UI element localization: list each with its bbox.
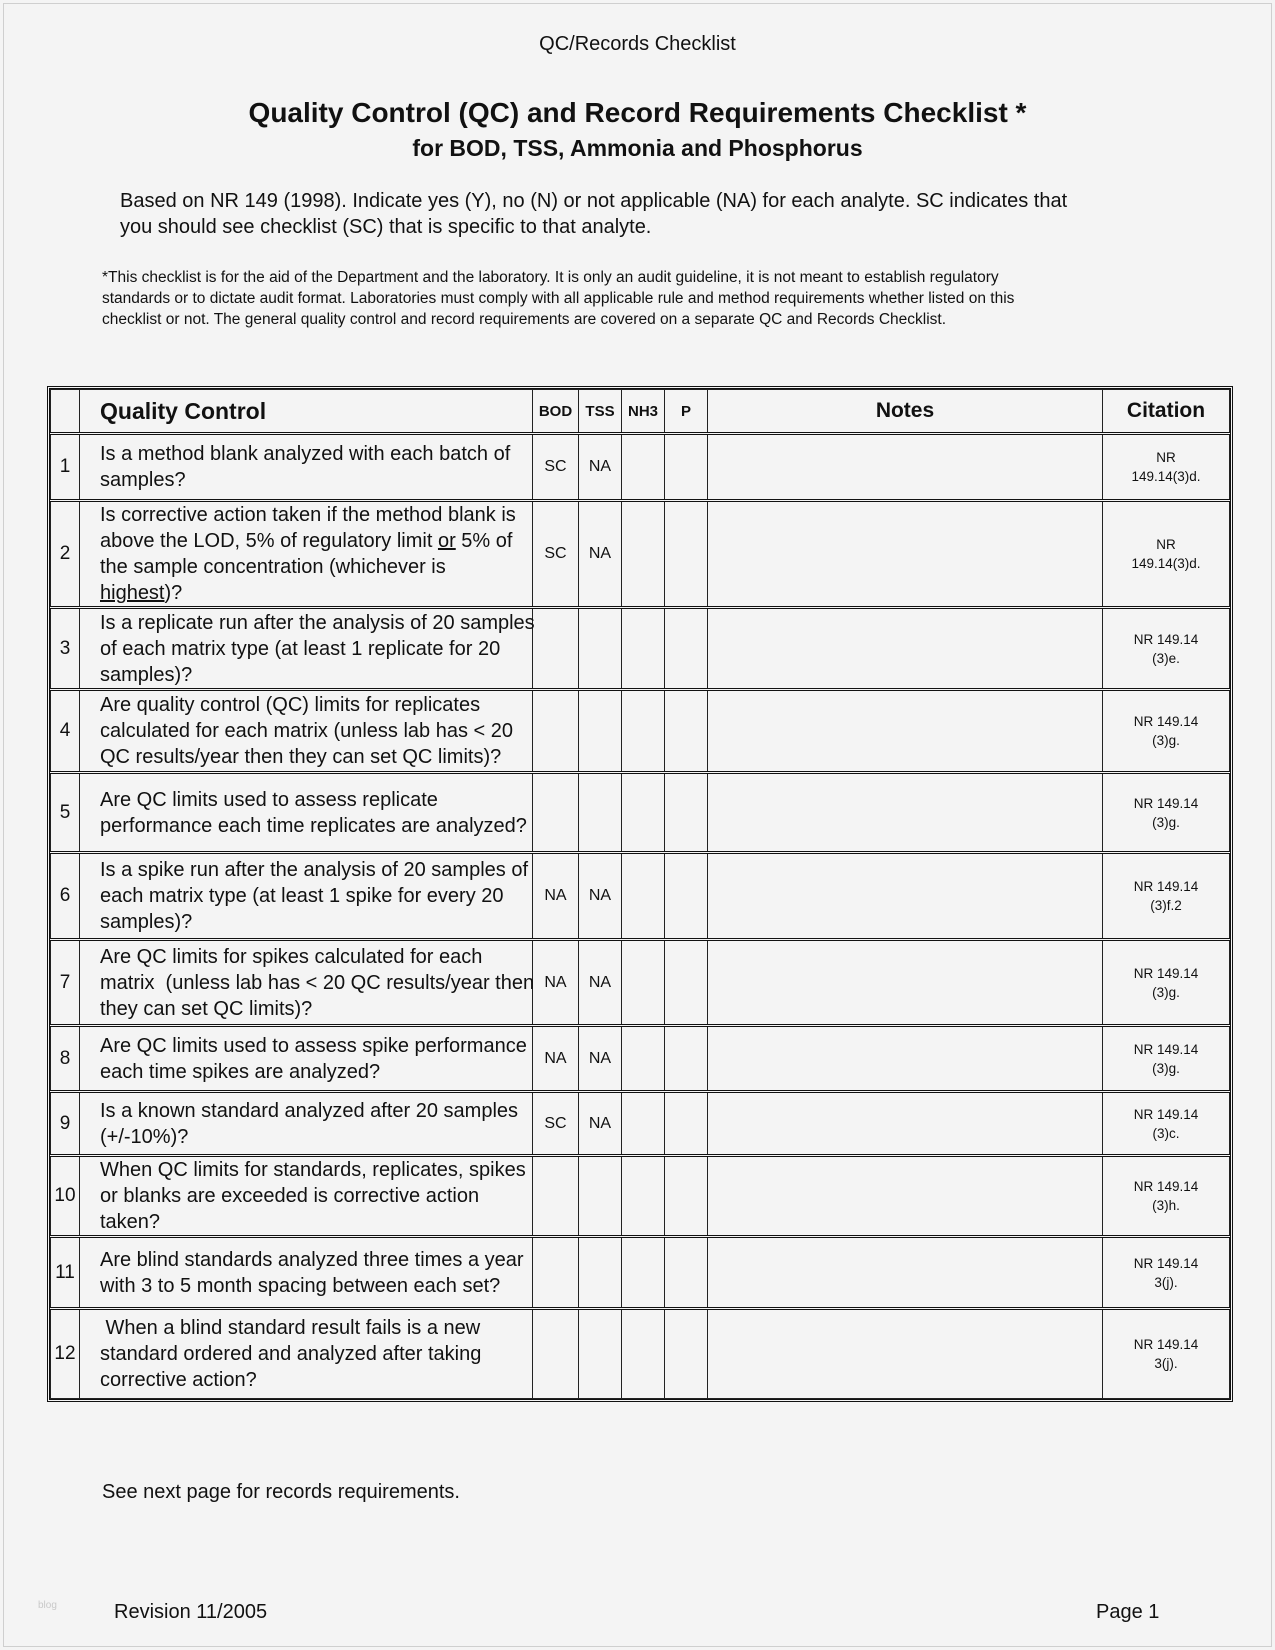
bod-cell[interactable]: NA xyxy=(533,940,579,1026)
tss-cell[interactable] xyxy=(579,773,622,853)
table-row xyxy=(51,1237,1230,1309)
notes-cell[interactable] xyxy=(708,940,1103,1026)
tss-cell[interactable] xyxy=(579,1237,622,1309)
table-header-row xyxy=(51,390,1230,434)
nh3-cell[interactable] xyxy=(622,1156,665,1237)
question-line: of each matrix type (at least 1 replicate for 20 xyxy=(100,637,501,660)
tss-cell[interactable]: NA xyxy=(579,1026,622,1092)
question-text xyxy=(80,1237,533,1309)
citation-line: NR 149.14 xyxy=(1133,714,1199,729)
citation-cell xyxy=(1103,608,1230,690)
citation-line: 3(j). xyxy=(1154,1356,1178,1371)
bod-cell[interactable]: NA xyxy=(533,853,579,940)
intro-paragraph xyxy=(120,188,1150,240)
tss-cell[interactable] xyxy=(579,608,622,690)
citation-line: NR 149.14 xyxy=(1133,631,1199,647)
question-line: Are blind standards analyzed three times a year xyxy=(100,1248,524,1271)
nh3-cell[interactable] xyxy=(622,1309,665,1399)
p-cell[interactable] xyxy=(665,940,708,1026)
disclaimer-line-3: checklist or not. The general quality control and record requirements are covered on a separate QC and Records Checklist. xyxy=(102,311,947,328)
notes-cell[interactable] xyxy=(708,1092,1103,1156)
bod-cell[interactable]: NA xyxy=(533,1026,579,1092)
tss-cell[interactable] xyxy=(579,1156,622,1237)
question-text xyxy=(80,501,533,608)
bod-cell[interactable]: SC xyxy=(533,1092,579,1156)
question-line: Are QC limits used to assess spike performance xyxy=(100,1034,527,1057)
citation-line: 149.14(3)d. xyxy=(1131,469,1201,484)
question-line: Are quality control (QC) limits for replicates xyxy=(100,694,481,716)
header-tss: TSS xyxy=(579,390,622,434)
question-line: calculated for each matrix (unless lab has < 20 xyxy=(100,720,513,742)
citation-line: NR 149.14 xyxy=(1133,1337,1199,1352)
table-row xyxy=(51,773,1230,853)
question-line: When a blind standard result fails is a new xyxy=(100,1317,481,1339)
revision-label: Revision 11/2005 xyxy=(114,1601,268,1623)
row-number: 3 xyxy=(51,608,80,690)
citation-line: (3)e. xyxy=(1152,650,1180,666)
question-line: samples? xyxy=(100,469,186,491)
table-row xyxy=(51,1092,1230,1156)
question-line: QC results/year then they can set QC limits)? xyxy=(100,746,502,768)
row-number: 6 xyxy=(51,853,80,940)
table-row xyxy=(51,1156,1230,1237)
tss-cell[interactable]: NA xyxy=(579,434,622,501)
bod-cell[interactable]: SC xyxy=(533,501,579,608)
table-row xyxy=(51,1026,1230,1092)
citation-cell xyxy=(1103,690,1230,773)
citation-cell xyxy=(1103,853,1230,940)
table-row xyxy=(51,1309,1230,1399)
nh3-cell[interactable] xyxy=(622,773,665,853)
citation-line: 3(j). xyxy=(1154,1274,1178,1290)
row-number: 9 xyxy=(51,1092,80,1156)
page-number: Page 1 xyxy=(1096,1601,1160,1623)
citation-line: NR xyxy=(1156,450,1176,465)
question-fragment: 5% of xyxy=(455,530,513,552)
question-line: with 3 to 5 month spacing between each set? xyxy=(100,1274,501,1297)
nh3-cell[interactable] xyxy=(622,434,665,501)
bod-cell[interactable] xyxy=(533,1156,579,1237)
header-bod: BOD xyxy=(533,390,579,434)
question-line: Is a replicate run after the analysis of 20 samples xyxy=(100,611,535,634)
question-line: performance each time replicates are analyzed? xyxy=(100,814,527,837)
bod-cell[interactable] xyxy=(533,1237,579,1309)
p-cell[interactable] xyxy=(665,690,708,773)
question-line: Is corrective action taken if the method blank is xyxy=(100,504,516,526)
nh3-cell[interactable] xyxy=(622,1026,665,1092)
question-text xyxy=(80,773,533,853)
citation-cell xyxy=(1103,1026,1230,1092)
tss-cell[interactable]: NA xyxy=(579,940,622,1026)
next-page-note: See next page for records requirements. xyxy=(102,1481,460,1503)
disclaimer-line-1: *This checklist is for the aid of the Department and the laboratory. It is only an audit guideline, it is not meant to establish regulatory xyxy=(102,269,999,286)
tss-cell[interactable] xyxy=(579,1309,622,1399)
bod-cell[interactable]: SC xyxy=(533,434,579,501)
question-text xyxy=(80,853,533,940)
question-line: Is a known standard analyzed after 20 samples xyxy=(100,1099,519,1122)
question-line: When QC limits for standards, replicates, spikes xyxy=(100,1159,526,1181)
question-line xyxy=(100,554,528,606)
question-line: taken? xyxy=(100,1211,161,1233)
p-cell[interactable] xyxy=(665,434,708,501)
table-row xyxy=(51,608,1230,690)
citation-line: (3)h. xyxy=(1152,1198,1180,1213)
citation-line: NR 149.14 xyxy=(1133,795,1199,811)
question-text xyxy=(80,434,533,501)
qc-checklist-table xyxy=(47,386,1233,1402)
nh3-cell[interactable] xyxy=(622,608,665,690)
citation-line: NR 149.14 xyxy=(1133,1041,1199,1057)
bod-cell[interactable] xyxy=(533,608,579,690)
nh3-cell[interactable] xyxy=(622,690,665,773)
question-line: each time spikes are analyzed? xyxy=(100,1060,381,1083)
citation-line: (3)c. xyxy=(1152,1125,1180,1141)
question-text xyxy=(80,608,533,690)
citation-cell xyxy=(1103,1092,1230,1156)
nh3-cell[interactable] xyxy=(622,1237,665,1309)
row-number: 2 xyxy=(51,501,80,608)
question-text xyxy=(80,690,533,773)
question-line: samples)? xyxy=(100,911,193,933)
p-cell[interactable] xyxy=(665,853,708,940)
page-subtitle: for BOD, TSS, Ammonia and Phosphorus xyxy=(412,135,863,161)
bod-cell[interactable] xyxy=(533,773,579,853)
notes-cell[interactable] xyxy=(708,608,1103,690)
header-quality-control: Quality Control xyxy=(80,390,533,434)
watermark-text: blog xyxy=(38,1600,57,1611)
p-cell[interactable] xyxy=(665,1309,708,1399)
p-cell[interactable] xyxy=(665,1092,708,1156)
p-cell[interactable] xyxy=(665,1237,708,1309)
citation-line: (3)g. xyxy=(1152,984,1180,1000)
question-line: Is a method blank analyzed with each batch of xyxy=(100,443,511,465)
citation-line: NR 149.14 xyxy=(1133,1106,1199,1122)
citation-line: NR 149.14 xyxy=(1133,1255,1199,1271)
header-p: P xyxy=(665,390,708,434)
question-line: samples)? xyxy=(100,663,193,686)
header-num xyxy=(51,390,80,434)
question-text xyxy=(80,1092,533,1156)
tss-cell[interactable]: NA xyxy=(579,501,622,608)
bod-cell[interactable] xyxy=(533,1309,579,1399)
page-title: Quality Control (QC) and Record Requirements Checklist * xyxy=(248,97,1027,128)
bod-cell[interactable] xyxy=(533,690,579,773)
question-line: matrix (unless lab has < 20 QC results/year then xyxy=(100,971,535,994)
question-line: Are QC limits for spikes calculated for each xyxy=(100,945,483,968)
p-cell[interactable] xyxy=(665,608,708,690)
question-line: Is a spike run after the analysis of 20 samples of xyxy=(100,859,528,881)
nh3-cell[interactable] xyxy=(622,501,665,608)
tss-cell[interactable]: NA xyxy=(579,853,622,940)
disclaimer-paragraph xyxy=(102,267,1132,330)
notes-cell[interactable] xyxy=(708,1237,1103,1309)
row-number: 4 xyxy=(51,690,80,773)
row-number: 10 xyxy=(51,1156,80,1237)
question-line: or blanks are exceeded is corrective action xyxy=(100,1185,480,1207)
notes-cell[interactable] xyxy=(708,1309,1103,1399)
citation-line: NR 149.14 xyxy=(1133,1179,1199,1194)
citation-line: (3)g. xyxy=(1152,733,1180,748)
question-line: Are QC limits used to assess replicate xyxy=(100,788,438,811)
disclaimer-line-2: standards or to dictate audit format. Laboratories must comply with all applicable rule and method requirements whether listed on this xyxy=(102,290,1015,307)
question-line: (+/-10%)? xyxy=(100,1125,189,1148)
question-line: corrective action? xyxy=(100,1369,257,1391)
citation-cell xyxy=(1103,1309,1230,1399)
question-fragment: the sample concentration (whichever is xyxy=(100,556,446,578)
question-fragment: above the LOD, 5% of regulatory limit xyxy=(100,530,438,552)
citation-line: 149.14(3)d. xyxy=(1131,556,1201,571)
table-row xyxy=(51,690,1230,773)
nh3-cell[interactable] xyxy=(622,853,665,940)
citation-cell xyxy=(1103,1237,1230,1309)
row-number: 11 xyxy=(51,1237,80,1309)
citation-cell xyxy=(1103,501,1230,608)
citation-cell xyxy=(1103,434,1230,501)
notes-cell[interactable] xyxy=(708,1026,1103,1092)
question-line: standard ordered and analyzed after taking xyxy=(100,1343,482,1365)
row-number: 1 xyxy=(51,434,80,501)
intro-line-2: you should see checklist (SC) that is specific to that analyte. xyxy=(120,216,652,238)
tss-cell[interactable] xyxy=(579,690,622,773)
p-cell[interactable] xyxy=(665,1026,708,1092)
running-header: QC/Records Checklist xyxy=(539,33,736,55)
citation-line: (3)g. xyxy=(1152,1060,1180,1076)
table-row xyxy=(51,501,1230,608)
nh3-cell[interactable] xyxy=(622,1092,665,1156)
header-notes: Notes xyxy=(708,390,1103,434)
question-text xyxy=(80,1026,533,1092)
table-row xyxy=(51,940,1230,1026)
question-text xyxy=(80,940,533,1026)
question-fragment-underlined: or xyxy=(437,530,456,552)
row-number: 8 xyxy=(51,1026,80,1092)
header-citation: Citation xyxy=(1103,390,1230,434)
p-cell[interactable] xyxy=(665,773,708,853)
p-cell[interactable] xyxy=(665,501,708,608)
notes-cell[interactable] xyxy=(708,501,1103,608)
question-line: each matrix type (at least 1 spike for every 20 xyxy=(100,885,504,907)
intro-line-1: Based on NR 149 (1998). Indicate yes (Y), no (N) or not applicable (NA) for each analyte. SC indicates that xyxy=(120,190,1068,212)
citation-line: NR 149.14 xyxy=(1133,879,1199,894)
question-text xyxy=(80,1309,533,1399)
citation-line: NR 149.14 xyxy=(1133,965,1199,981)
notes-cell[interactable] xyxy=(708,853,1103,940)
tss-cell[interactable]: NA xyxy=(579,1092,622,1156)
citation-line: (3)g. xyxy=(1152,814,1180,830)
citation-cell xyxy=(1103,773,1230,853)
notes-cell[interactable] xyxy=(708,434,1103,501)
notes-cell[interactable] xyxy=(708,690,1103,773)
table-row xyxy=(51,853,1230,940)
citation-cell xyxy=(1103,1156,1230,1237)
nh3-cell[interactable] xyxy=(622,940,665,1026)
table-row xyxy=(51,434,1230,501)
row-number: 7 xyxy=(51,940,80,1026)
citation-cell xyxy=(1103,940,1230,1026)
question-fragment-underlined: highest xyxy=(100,582,165,604)
row-number: 5 xyxy=(51,773,80,853)
citation-line: NR xyxy=(1156,537,1176,552)
question-fragment: )? xyxy=(164,582,183,604)
header-nh3: NH3 xyxy=(622,390,665,434)
question-text xyxy=(80,1156,533,1237)
citation-line: (3)f.2 xyxy=(1150,898,1182,913)
p-cell[interactable] xyxy=(665,1156,708,1237)
notes-cell[interactable] xyxy=(708,773,1103,853)
question-line xyxy=(100,528,528,554)
row-number: 12 xyxy=(51,1309,80,1399)
question-line: they can set QC limits)? xyxy=(100,997,313,1020)
notes-cell[interactable] xyxy=(708,1156,1103,1237)
